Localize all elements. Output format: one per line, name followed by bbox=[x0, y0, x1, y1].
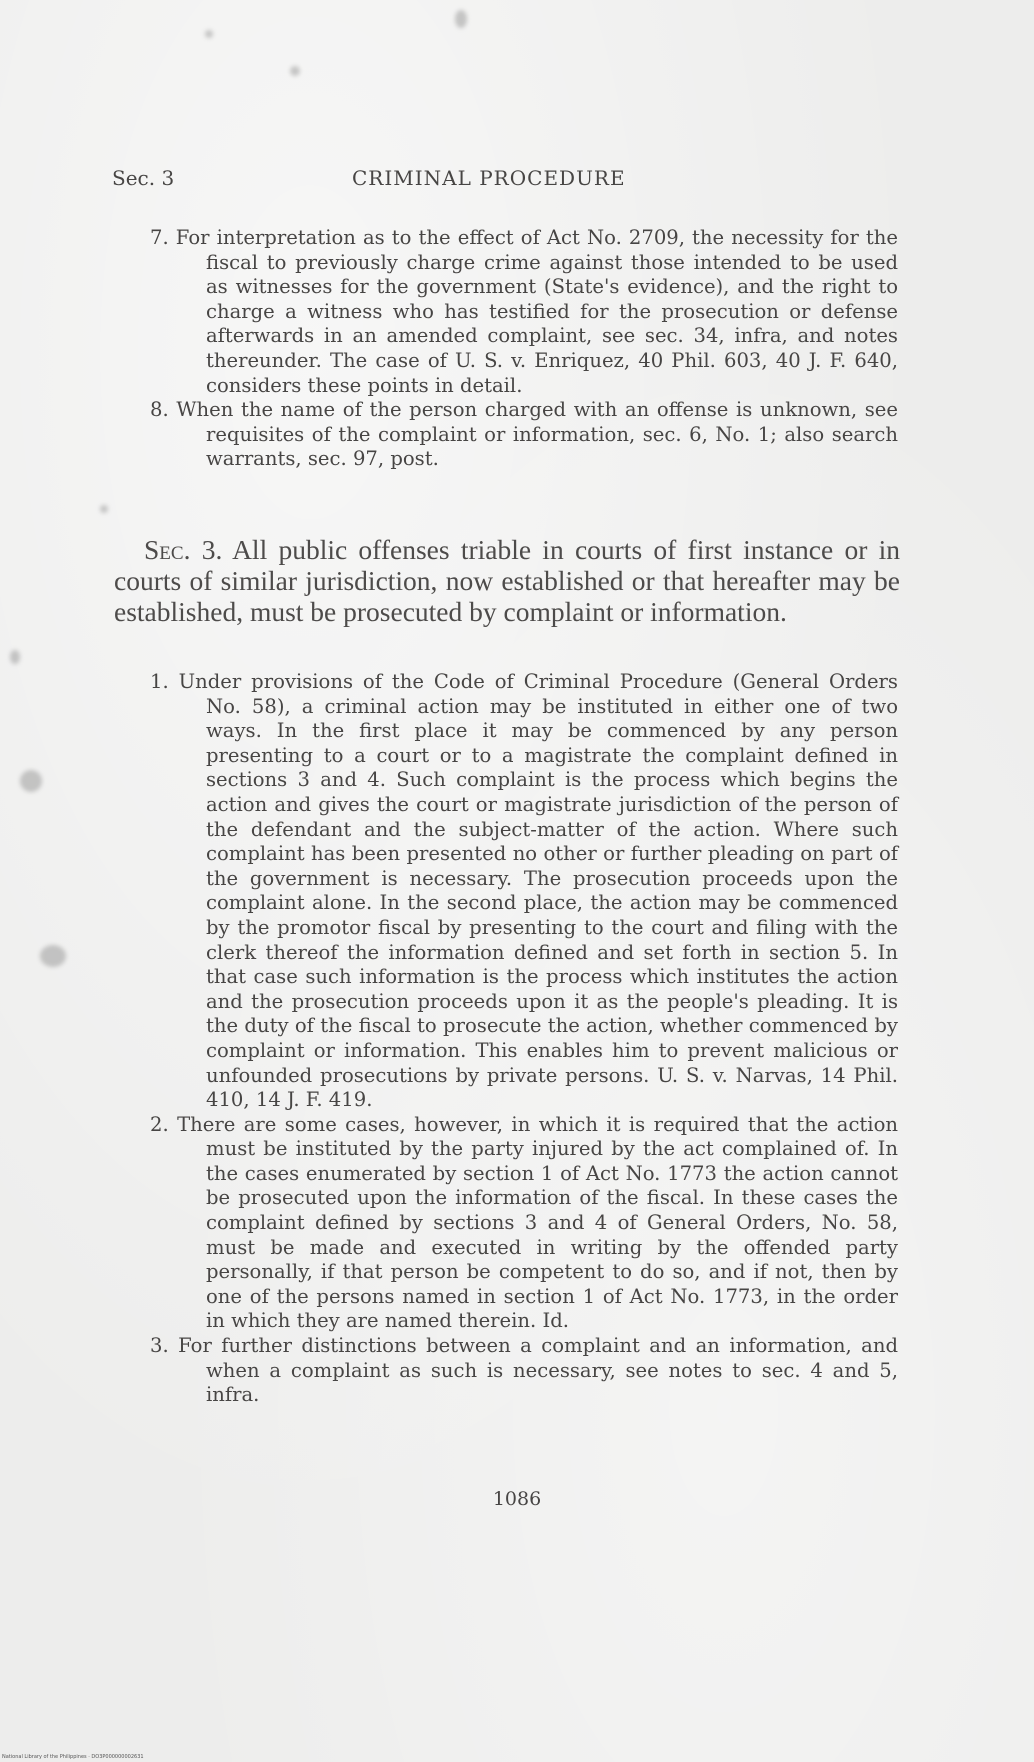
scan-speck bbox=[10, 650, 20, 664]
scan-speck bbox=[205, 30, 213, 38]
scan-speck bbox=[100, 505, 108, 513]
page-number: 1086 bbox=[492, 1488, 542, 1510]
note-text: There are some cases, however, in which it is required that the action must be instituted by the party injured by the act complained of. In the cases enumerated by section 1 of Act No. 1773 the action cannot be prosecuted upon the information of the fiscal. In these cases the complaint defined by sections 3 and 4 of General Orders, No. 58, must be made and executed in writing by the offended party personally, if that person be competent to do so, and if not, then by one of the persons named in section 1 of Act No. 1773, in the order in which they are named therein. Id. bbox=[177, 1112, 898, 1333]
note-text: For interpretation as to the effect of Act No. 2709, the necessity for the fiscal to previously charge crime against those intended to be used as witnesses for the government (State's evidence), and the right to charge a witness who has testified for the prosecution or defense afterwards in an amended complaint, see sec. 34, infra, and notes thereunder. The case of U. S. v. Enriquez, 40 Phil. 603, 40 J. F. 640, considers these points in detail. bbox=[175, 226, 899, 397]
scan-speck bbox=[40, 945, 66, 967]
note-item bbox=[150, 1334, 898, 1408]
note-item bbox=[150, 226, 898, 398]
note-number: 3. bbox=[150, 1334, 169, 1358]
header-title: CRIMINAL PROCEDURE bbox=[352, 166, 626, 190]
notes-bottom bbox=[150, 670, 898, 1408]
statute-section bbox=[114, 534, 900, 627]
note-item bbox=[150, 670, 898, 1113]
header-section-label: Sec. 3 bbox=[112, 166, 175, 190]
note-number: 1. bbox=[150, 670, 169, 693]
note-text: For further distinctions between a complaint and an information, and when a complaint as such is necessary, see notes to sec. 4 and 5, infra. bbox=[178, 1334, 898, 1407]
note-text: Under provisions of the Code of Criminal Procedure (General Orders No. 58), a criminal action may be instituted in either one of two ways. In the first place it may be commenced by any person presenting to a court or to a magistrate the complaint defined in sections 3 and 4. Such complaint is the process which begins the action and gives the court or magistrate jurisdiction of the person of the defendant and the subject-matter of the action. Where such complaint has been presented no other or further pleading on part of the government is necessary. The prosecution proceeds upon the complaint alone. In the second place, the action may be commenced by the promotor fiscal by presenting to the court and filing with the clerk thereof the information defined and set forth in section 5. In that case such information is the process which institutes the action and the prosecution proceeds upon it as the people's pleading. It is the duty of the fiscal to prosecute the action, whether commenced by complaint or information. This enables him to prevent malicious or unfounded prosecutions by private persons. U. S. v. Narvas, 14 Phil. 410, 14 J. F. 419. bbox=[178, 670, 898, 1112]
section-paragraph bbox=[114, 534, 900, 627]
note-text: When the name of the person charged with an offense is unknown, see requisites of the complaint or information, sec. 6, No. 1; also search warrants, sec. 97, post. bbox=[176, 398, 899, 471]
section-label: Sec. 3. bbox=[144, 534, 223, 565]
scan-speck bbox=[290, 66, 300, 76]
note-number: 8. bbox=[150, 398, 169, 422]
note-number: 7. bbox=[150, 226, 169, 249]
scan-speck bbox=[455, 10, 467, 28]
scan-speck bbox=[20, 770, 42, 792]
note-item bbox=[150, 1113, 898, 1334]
note-number: 2. bbox=[150, 1112, 169, 1136]
running-header bbox=[112, 166, 912, 196]
note-item bbox=[150, 398, 898, 472]
section-text: All public offenses triable in courts of first instance or in courts of similar jurisdiction, now established or that hereafter may be established, must be prosecuted by complaint or information. bbox=[114, 534, 901, 627]
notes-top bbox=[150, 226, 898, 472]
scan-footer-note: National Library of the Philippines · DO3P000000002631 bbox=[2, 1754, 144, 1760]
